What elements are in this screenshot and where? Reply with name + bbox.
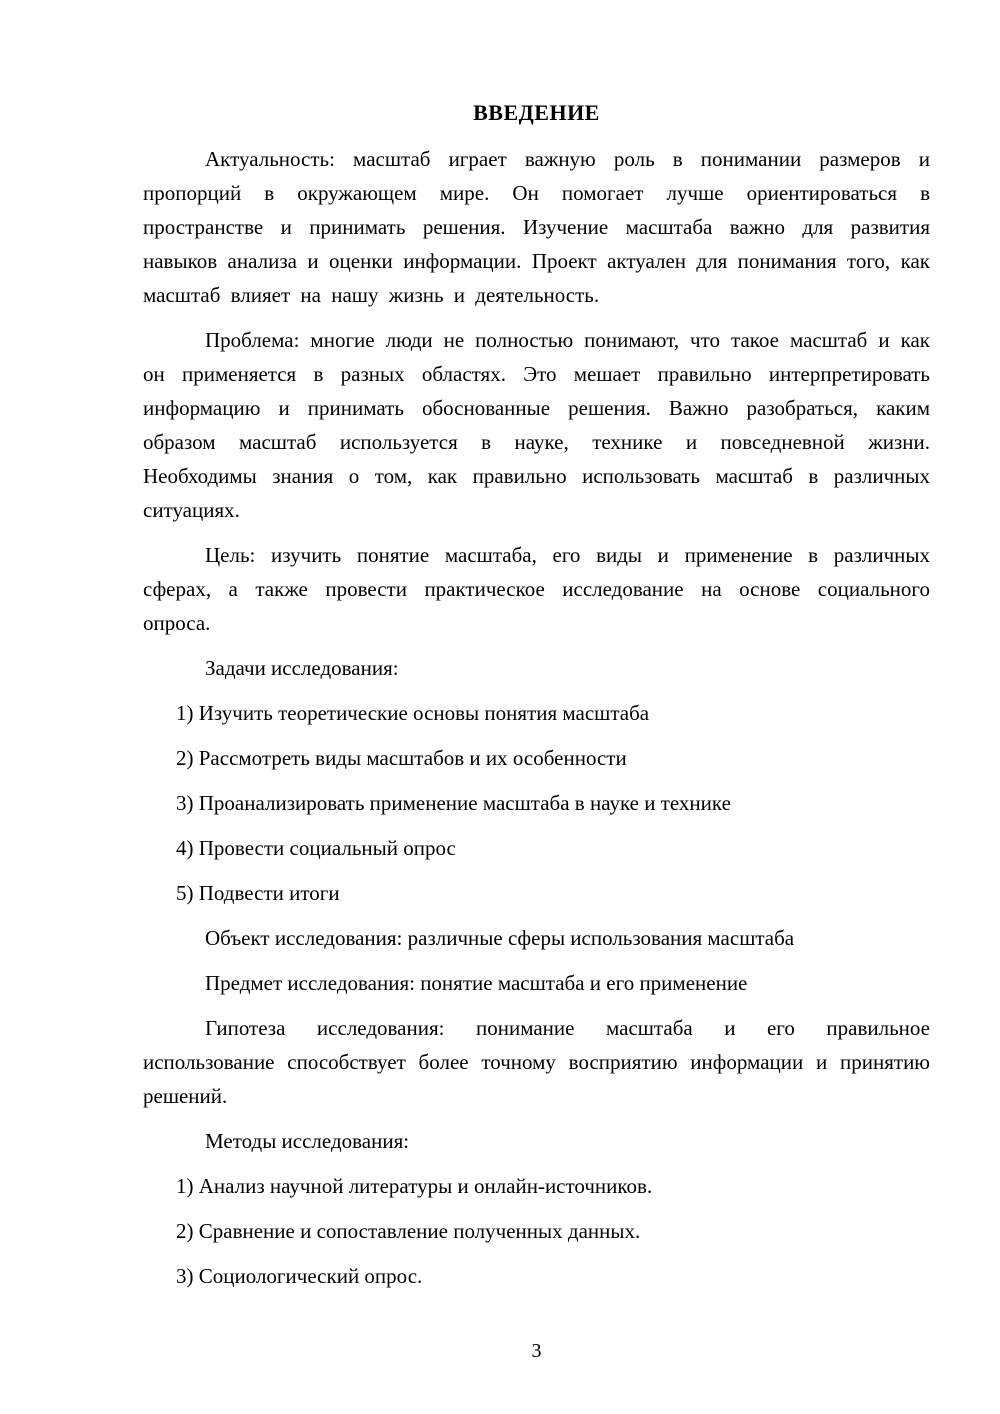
method-list-item-1: 1) Анализ научной литературы и онлайн-источников.	[176, 1174, 653, 1198]
task-list-item-3: 3) Проанализировать применение масштаба в науке и технике	[176, 791, 731, 815]
task-list-item-2: 2) Рассмотреть виды масштабов и их особенности	[176, 746, 627, 770]
paragraph-tasks-label: Задачи исследования:	[205, 656, 399, 680]
paragraph-hypothesis: Гипотеза исследования: понимание масштаба и его правильное использование способствует более точному восприятию информации и принятию решений.	[143, 1016, 930, 1108]
paragraph-methods-label: Методы исследования:	[205, 1129, 410, 1153]
paragraph-goal: Цель: изучить понятие масштаба, его виды и применение в различных сферах, а также провести практическое исследование на основе социального опроса.	[143, 543, 930, 635]
paragraph-subject: Предмет исследования: понятие масштаба и его применение	[205, 971, 748, 995]
method-list-item-2: 2) Сравнение и сопоставление полученных данных.	[176, 1219, 641, 1243]
method-list-item-3: 3) Социологический опрос.	[176, 1264, 423, 1288]
task-list-item-4: 4) Провести социальный опрос	[176, 836, 456, 860]
paragraph-problem: Проблема: многие люди не полностью понимают, что такое масштаб и как он применяется в разных областях. Это мешает правильно интерпретировать информацию и принимать обоснованные решения. Важно разобраться, каким образом масштаб используется в науке, технике и повседневной жизни. Необходимы знания о том, как правильно использовать масштаб в различных ситуациях.	[143, 328, 930, 522]
task-list-item-1: 1) Изучить теоретические основы понятия масштаба	[176, 701, 650, 725]
methods-list	[143, 1169, 930, 1293]
paragraph-relevance: Актуальность: масштаб играет важную роль в понимании размеров и пропорций в окружающем мире. Он помогает лучше ориентироваться в пространстве и принимать решения. Изучение масштаба важно для развития навыков анализа и оценки информации. Проект актуален для понимания того, как масштаб влияет на нашу жизнь и деятельность.	[143, 147, 930, 307]
page-number: 3	[531, 1340, 542, 1362]
page-title: ВВЕДЕНИЕ	[473, 100, 600, 125]
paragraph-object: Объект исследования: различные сферы использования масштаба	[205, 926, 795, 950]
task-list-item-5: 5) Подвести итоги	[176, 881, 340, 905]
tasks-list	[143, 696, 930, 910]
